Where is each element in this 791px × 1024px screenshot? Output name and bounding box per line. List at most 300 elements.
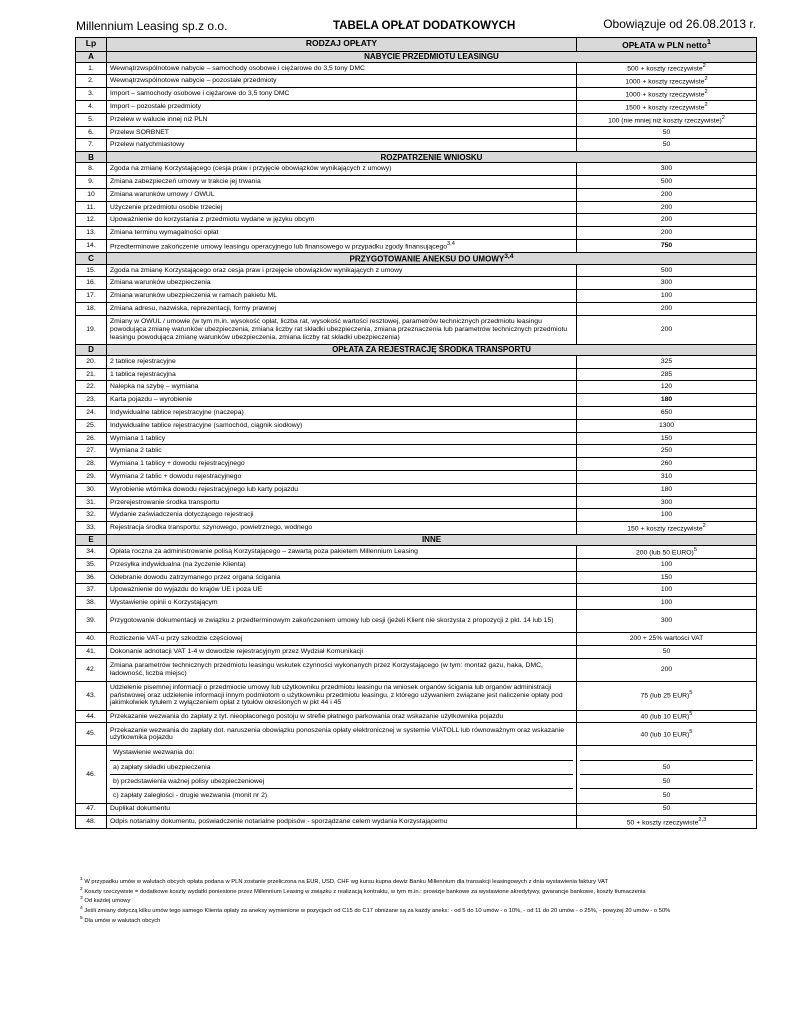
fee-description [107,214,577,227]
fee-amount [577,803,757,816]
fee-description-text: Przerejestrowanie środka transportu [110,498,220,506]
row-number: 40. [76,632,107,645]
fee-amount [577,558,757,571]
table-row [76,632,757,645]
footnote-number: 4 [80,906,83,912]
fee-description-text: Wewnątrzwspólnotowe nabycie – pozostałe przedmioty [110,77,277,85]
fee-description-text: Zmiana adresu, nazwiska, reprezentacji, formy prawnej [110,304,277,312]
fee-description-text: Zmiana warunków ubezpieczenia [110,279,211,287]
fee-description-text: Zmiana warunków ubezpieczenia w ramach pakietu ML [110,292,277,300]
fee-amount-text: 150 [660,573,673,581]
fee-description-text: Upoważnienie do wyjazdu do krajów UE i poza UE [110,586,263,594]
row-number: 27. [76,445,107,458]
table-row [76,432,757,445]
section-header-row [76,344,757,355]
fee-description [107,163,577,176]
row-number: 1. [76,62,107,75]
table-row [76,458,757,471]
fee-description-text: Przekazanie wezwania do zapłaty z tyt. nieopłaconego postoju w strefie płatnego parkowania oraz wskazanie użytkownika pojazdu [110,712,504,720]
fee-amount [577,201,757,214]
fee-description-text: Zgoda na zmianę Korzystającego oraz cesja praw i przejęcie obowiązków wynikających z umowy [110,266,403,274]
fee-description-text: Wydanie zaświadczenia dotyczącego rejestracji [110,511,254,519]
footnote-text: Jeśli zmiany dotyczą kilku umów tego samego Klienta opłaty za aneksy wymienione w pozycjach od C15 do C17 obniżane są za każdy aneks: - od 5 do 10 umów - o 10%, - od 11 do 20 umów - o 25%, - powyżej 20 umów - o 50% [84,908,671,915]
row-number: 29. [76,470,107,483]
fee-amount-text: 1300 [658,421,675,429]
footnote-ref: 5 [693,546,697,553]
table-row [76,113,757,126]
fee-description [107,75,577,88]
table-row [76,75,757,88]
row-number: 36. [76,571,107,584]
table-row [76,445,757,458]
fee-amount-text: 50 [662,128,671,136]
table-row [76,571,757,584]
fee-amount [577,100,757,113]
row-number: 13. [76,227,107,240]
fee-amount-text: 200 + 25% wartości VAT [629,634,704,642]
fee-amount-text: 300 [660,617,673,625]
fee-amount [577,746,757,803]
row-number: 5. [76,113,107,126]
fee-description [107,681,577,710]
table-row [76,302,757,315]
section-title [107,534,757,545]
section-title [107,344,757,355]
fee-amount [577,658,757,681]
table-row [76,214,757,227]
fee-description [107,277,577,290]
table-row [76,227,757,240]
fee-amount [577,710,757,723]
fee-description [107,632,577,645]
fee-amount [577,445,757,458]
footnote-text: Dla umów w walutach obcych [84,917,161,924]
table-row [76,522,757,535]
fee-description-text: Przelew SORBNET [110,128,169,136]
footnote [80,877,740,887]
row-number: 23. [76,394,107,407]
fee-amount-text: 310 [660,472,673,480]
fee-description [107,645,577,658]
row-number: 34. [76,545,107,558]
table-row [76,470,757,483]
fee-description-text: Duplikat dokumentu [110,805,171,813]
fee-amount [577,113,757,126]
section-header-row [76,252,757,264]
fee-description [107,227,577,240]
fee-description [107,710,577,723]
fee-description-text: Zmiana warunków umowy / OWUL [110,190,215,198]
fee-description [107,406,577,419]
table-row [76,315,757,344]
footnote-text: W przypadku umów w walutach obcych opłata podana w PLN zostanie przeliczona na EUR, USD, CHF wg kursu kupna dewiz Banku Millennium dla transakcji leasingowych z dnia wystawienia faktury VAT [84,878,608,885]
table-row [76,597,757,610]
fee-description [107,723,577,746]
fee-sub-item: b) przedstawienia ważnej polisy ubezpieczeniowej [110,774,573,788]
fee-description [107,355,577,368]
fee-description [107,188,577,201]
fee-description [107,496,577,509]
row-number: 9. [76,175,107,188]
row-number: 22. [76,381,107,394]
fee-description [107,394,577,407]
fee-amount-text: 180 [660,396,673,404]
fee-amount [577,264,757,277]
row-number: 37. [76,584,107,597]
fee-description-text: Przekazanie wezwania do zapłaty dot. naruszenia obowiązku ponoszenia opłaty elektronicznej w systemie VIATOLL lub równoważnym oraz wskazanie użytkownika pojazdu [110,726,564,742]
fee-amount [577,290,757,303]
fee-description [107,571,577,584]
table-row [76,201,757,214]
fee-amount [577,632,757,645]
fee-sub-item: a) zapłaty składki ubezpieczenia [110,760,573,774]
fee-amount-text: 250 [660,447,673,455]
table-row [76,175,757,188]
fee-amount [577,470,757,483]
fee-description [107,126,577,139]
fee-description [107,315,577,344]
fee-description-text: Zmiana zabezpieczeń umowy w trakcie jej trwania [110,177,261,185]
row-number: 42. [76,658,107,681]
footnotes [80,877,740,926]
fee-description [107,239,577,252]
fee-description [107,139,577,152]
fee-description [107,419,577,432]
table-row [76,483,757,496]
column-header-lp: Lp [76,38,107,52]
footnote [80,916,740,926]
fee-description [107,175,577,188]
fee-amount [577,277,757,290]
fee-description-text: Wymiana 1 tablicy [110,434,166,442]
fee-amount-text: 150 [660,434,673,442]
fee-amount [577,609,757,632]
fee-amount-text: 200 [660,203,673,211]
fee-amount [577,126,757,139]
row-number: 44. [76,710,107,723]
fee-description [107,432,577,445]
fee-amount-text: 200 (lub 50 EURO) [636,549,694,557]
fee-description [107,483,577,496]
fee-description-text: Wyrobienie wtórnika dowodu rejestracyjnego lub karty pojazdu [110,485,299,493]
page-header [76,17,756,35]
fee-amount [577,315,757,344]
table-row [76,290,757,303]
fee-description-title: Wystawienie wezwania do: [113,749,195,757]
fee-description [107,100,577,113]
table-row [76,645,757,658]
row-number: 14. [76,239,107,252]
company-name: Millennium Leasing sp.z o.o. [76,19,228,33]
fee-amount [577,432,757,445]
fee-amount-text: 40 (lub 10 EUR) [640,731,690,739]
fee-amount [577,163,757,176]
footnote [80,906,740,916]
table-row [76,139,757,152]
fee-amount-text: 100 [660,511,673,519]
fee-amount-text: 750 [660,241,673,249]
fee-amount-text: 260 [660,460,673,468]
fee-amount-text: 50 [662,805,671,813]
row-number: 21. [76,368,107,381]
fees-table [75,37,757,829]
fee-description [107,264,577,277]
fee-amount [577,188,757,201]
fee-amount-text: 650 [660,408,673,416]
fee-amount-text: 1500 + koszty rzeczywiste [625,104,705,112]
section-title-text: ROZPATRZENIE WNIOSKU [380,152,483,162]
fee-description-text: Zgoda na zmianę Korzystającego (cesja praw i przyjęcie obowiązków wynikających z umowy) [110,165,392,173]
section-title [107,51,757,62]
fee-description-text: Import – pozostałe przedmioty [110,102,202,110]
fee-description [107,458,577,471]
footnote-ref: 1 [706,38,711,46]
section-letter: A [76,51,107,62]
fee-description-text: Karta pojazdu – wyrobienie [110,396,192,404]
footnote-ref: 2,3 [698,817,707,824]
fee-description [107,368,577,381]
fee-amount-text: 285 [660,370,673,378]
fee-description [107,302,577,315]
table-row [76,381,757,394]
row-number: 41. [76,645,107,658]
footnote-ref: 3,4 [504,252,514,260]
row-number: 10 [76,188,107,201]
fee-amount-text: 1000 + koszty rzeczywiste [625,91,705,99]
fee-amount-text: 300 [660,165,673,173]
row-number: 43. [76,681,107,710]
fee-amount-text: 500 [660,266,673,274]
table-row [76,277,757,290]
footnote-ref: 5 [689,729,693,736]
row-number: 46. [76,746,107,803]
fee-amount [577,645,757,658]
fee-amount-text: 50 [662,647,671,655]
fee-description-text: Import – samochody osobowe i ciężarowe do 3,5 tony DMC [110,90,290,98]
row-number: 7. [76,139,107,152]
section-header-row [76,152,757,163]
fee-description-text: 1 tablica rejestracyjna [110,370,176,378]
fee-description-text: Przedterminowe zakończenie umowy leasingu operacyjnego lub finansowego w przypadku zgody finansującego [110,243,448,251]
fee-amount-text: 300 [660,498,673,506]
fee-amount [577,75,757,88]
fee-amount [577,88,757,101]
fee-amount [577,406,757,419]
table-row [76,355,757,368]
fee-amount-text: 100 (nie mniej niż koszty rzeczywiste) [608,116,722,124]
fee-amount-text: 50 [662,141,671,149]
fee-description-text: Rozliczenie VAT-u przy szkodzie częściowej [110,634,243,642]
fee-amount-text: 150 + koszty rzeczywiste [627,525,703,533]
fee-description-text: Rejestracja środka transportu: szynowego, powietrznego, wodnego [110,524,313,532]
table-row [76,62,757,75]
fee-amount-text: 100 [660,586,673,594]
valid-from-date: Obowiązuje od 26.08.2013 r. [603,17,756,31]
table-row [76,723,757,746]
fee-sub-amount: 50 [580,774,753,788]
fee-description-text: Użyczenie przedmiotu osobie trzeciej [110,203,223,211]
table-row [76,746,757,803]
fee-amount [577,496,757,509]
footnote-ref: 2 [704,76,708,83]
fee-sub-item: c) zapłaty zaległości - drugie wezwania (monit nr 2) [110,788,573,802]
fee-description [107,803,577,816]
row-number: 8. [76,163,107,176]
section-title-text: NABYCIE PRZEDMIOTU LEASINGU [364,52,499,61]
fee-amount [577,62,757,75]
row-number: 4. [76,100,107,113]
row-number: 26. [76,432,107,445]
fee-amount [577,368,757,381]
row-number: 19. [76,315,107,344]
fee-description-text: Indywidualne tablice rejestracyjne (samochód, ciągnik siodłowy) [110,421,303,429]
row-number: 12. [76,214,107,227]
row-number: 20. [76,355,107,368]
footnote-number: 2 [80,886,83,892]
fee-description-text: Wystawienie opinii o Korzystającym [110,599,218,607]
fee-description-text: Zmiana parametrów technicznych przedmiotu leasingu wskutek czynności wykonanych przez Korzystającego (w tym: montaż gazu, haka, DMC, ładowność, liczba miejsc) [110,661,543,677]
fee-amount [577,483,757,496]
row-number: 31. [76,496,107,509]
fee-amount-text: 100 [660,292,673,300]
footnote-text: Koszty rzeczywiste = dodatkowe koszty wydatki poniesione przez Millennium Leasing w związku z realizacją kontraktu, w tym m.in.: prowizje bankowe za wystawione akredytywy, gwarancje bankowe, koszty tłumaczenia [84,888,646,895]
table-row [76,239,757,252]
fee-amount [577,522,757,535]
footnote-ref: 5 [689,690,693,697]
fee-sub-amount: 50 [580,760,753,774]
fee-description-text: Indywidualne tablice rejestracyjne (naczepa) [110,408,244,416]
footnote-ref: 2 [704,101,708,108]
row-number: 25. [76,419,107,432]
row-number: 28. [76,458,107,471]
fee-description [107,746,577,803]
row-number: 30. [76,483,107,496]
fee-description-text: Dokonanie adnotacji VAT 1-4 w dowodzie rejestracyjnym przez Wydział Komunikacji [110,647,364,655]
fee-amount-text: 75 (lub 25 EUR) [640,692,690,700]
footnote-ref: 2 [721,114,725,121]
row-number: 24. [76,406,107,419]
fee-amount-text: 200 [660,190,673,198]
fee-description [107,584,577,597]
row-number: 11. [76,201,107,214]
fee-amount-text: 100 [660,560,673,568]
table-row [76,188,757,201]
table-row [76,496,757,509]
fee-description [107,545,577,558]
fee-description [107,113,577,126]
fee-description-text: Odebranie dowodu zatrzymanego przez organa ścigania [110,573,281,581]
table-row [76,558,757,571]
fee-description-text: Odpis notarialny dokumentu, poświadczenie notarialne podpisów - sporządzane celem wydania Korzystającemu [110,818,448,826]
footnote-ref: 3,4 [447,240,455,247]
footnote [80,887,740,897]
fee-description [107,88,577,101]
fee-description [107,522,577,535]
fee-amount [577,584,757,597]
fees-table-body [76,51,757,829]
fee-amount [577,458,757,471]
fee-description [107,62,577,75]
row-number: 38. [76,597,107,610]
fee-amount [577,381,757,394]
row-number: 39. [76,609,107,632]
fee-amount [577,681,757,710]
table-row [76,264,757,277]
table-header-row [76,38,757,52]
table-row [76,816,757,829]
fee-amount-text: 200 [660,304,673,312]
table-row [76,509,757,522]
table-row [76,368,757,381]
fee-description [107,445,577,458]
fee-description-text: Upoważnienie do korzystania z przedmiotu wydane w języku obcym [110,216,315,224]
fee-description-text: Przygotowanie dokumentacji w związku z przedterminowym zakończeniem umowy lub cesji (jeżeli Klient nie skorzysta z propozycji z pkt. 14 lub 15) [110,617,554,625]
table-row [76,126,757,139]
section-title-text: OPŁATA ZA REJESTRACJĘ ŚRODKA TRANSPORTU [332,345,531,355]
footnote-number: 5 [80,915,83,921]
row-number: 15. [76,264,107,277]
row-number: 17. [76,290,107,303]
table-row [76,710,757,723]
fee-description [107,609,577,632]
row-number: 45. [76,723,107,746]
fee-amount-text: 200 [660,229,673,237]
fee-description-text: Zmiana terminu wymagalności opłat [110,229,219,237]
table-row [76,658,757,681]
table-row [76,394,757,407]
table-row [76,609,757,632]
fee-amount [577,394,757,407]
fee-amount-text: 325 [660,357,673,365]
fee-description [107,509,577,522]
row-number: 6. [76,126,107,139]
fee-amount [577,723,757,746]
column-header-fee-type: RODZAJ OPŁATY [107,38,577,52]
table-row [76,681,757,710]
section-title-text: INNE [421,535,442,545]
row-number: 33. [76,522,107,535]
fee-amount-text: 200 [660,325,673,333]
table-row [76,406,757,419]
fee-amount-text: 300 [660,279,673,287]
fee-description-text: 2 tablice rejestracyjne [110,357,176,365]
fee-description [107,816,577,829]
fee-amount-text: 200 [660,665,673,673]
fee-amount [577,139,757,152]
fee-description-text: Wymiana 2 tablic + dowodu rejestracyjnego [110,472,242,480]
table-row [76,584,757,597]
fee-amount-text: 120 [660,383,673,391]
section-title [107,252,757,264]
document-title: TABELA OPŁAT DODATKOWYCH [333,20,516,32]
fee-amount [577,355,757,368]
fee-description-text: Wewnątrzwspólnotowe nabycie – samochody osobowe i ciężarowe do 3,5 tony DMC [110,64,365,72]
section-letter: E [76,534,107,545]
section-title [107,152,757,163]
fee-amount [577,175,757,188]
fee-amount-text: 180 [660,485,673,493]
fee-amount [577,545,757,558]
column-header-fee-amount [577,38,757,52]
row-number: 3. [76,88,107,101]
fee-description-text: Nalepka na szybę – wymiana [110,383,199,391]
footnote [80,896,740,906]
fee-amount [577,419,757,432]
row-number: 35. [76,558,107,571]
row-number: 18. [76,302,107,315]
fee-amount-text: 1000 + koszty rzeczywiste [625,78,705,86]
row-number: 48. [76,816,107,829]
